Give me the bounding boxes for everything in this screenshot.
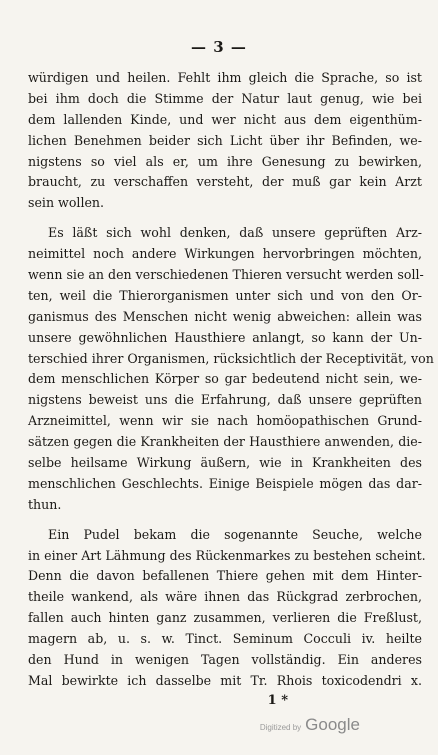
- text-line: Mal bewirkte ich dasselbe mit Tr. Rhois toxicodendri x.: [28, 672, 422, 688]
- text-line: menschlichen Geschlechts. Einige Beispiele mögen das dar-: [28, 475, 422, 491]
- text-line: unsere gewöhnlichen Hausthiere anlangt, so kann der Un-: [28, 329, 422, 345]
- text-line: selbe heilsame Wirkung äußern, wie in Krankheiten des: [28, 455, 422, 471]
- text-line: Ein Pudel bekam die sogenannte Seuche, welche: [48, 526, 422, 542]
- page-number: — 3 —: [191, 38, 247, 56]
- text-line: dem lallenden Kinde, und wer nicht aus dem eigenthüm-: [28, 111, 422, 127]
- text-line: sätzen gegen die Krankheiten der Hausthiere anwenden, die-: [28, 434, 422, 450]
- watermark-prefix: Digitized by: [259, 723, 302, 732]
- text-line: wenn sie an den verschiedenen Thieren versucht werden soll-: [28, 267, 424, 283]
- text-line: Arzneimittel, wenn wir sie nach homöopathischen Grund-: [28, 413, 422, 429]
- digitization-watermark: [260, 715, 360, 735]
- text-line: Denn die davon befallenen Thiere gehen mit dem Hinter-: [28, 568, 422, 584]
- text-line: ganismus des Menschen nicht wenig abweichen: allein was: [28, 308, 422, 324]
- watermark-brand: Google: [305, 715, 360, 734]
- text-line: dem menschlichen Körper so gar bedeutend nicht sein, we-: [28, 371, 422, 387]
- text-line: fallen auch hinten ganz zusammen, verlieren die Freßlust,: [28, 610, 422, 626]
- text-line: nigstens beweist uns die Erfahrung, daß unsere geprüften: [28, 392, 422, 408]
- text-line: bei ihm doch die Stimme der Natur laut genug, wie bei: [28, 90, 422, 106]
- text-line: neimittel noch andere Wirkungen hervorbringen möchten,: [28, 246, 422, 262]
- text-line: nigstens so viel als er, um ihre Genesung zu bewirken,: [28, 153, 422, 169]
- text-line: lichen Benehmen beider sich Licht über ihr Befinden, we-: [28, 132, 422, 148]
- text-line: braucht, zu verschaffen versteht, der muß gar kein Arzt: [28, 174, 422, 190]
- body-text: [28, 68, 434, 692]
- text-line: theile wankend, als wäre ihnen das Rückgrad zerbrochen,: [28, 589, 422, 605]
- text-line: ten, weil die Thierorganismen unter sich und von den Or-: [28, 287, 422, 303]
- text-line: den Hund in wenigen Tagen vollständig. Ein anderes: [28, 652, 422, 668]
- text-line: in einer Art Lähmung des Rückenmarkes zu bestehen scheint.: [28, 547, 426, 563]
- paragraph: [28, 525, 426, 692]
- text-line: Es läßt sich wohl denken, daß unsere geprüften Arz-: [48, 225, 422, 241]
- paragraph: [28, 68, 422, 214]
- text-line: magern ab, u. s. w. Tinct. Seminum Cocculi iv. heilte: [28, 631, 422, 647]
- signature-mark: 1 *: [267, 693, 288, 708]
- text-line: würdigen und heilen. Fehlt ihm gleich die Sprache, so ist: [28, 70, 422, 85]
- text-line: sein wollen.: [28, 195, 105, 211]
- text-line: thun.: [28, 496, 62, 512]
- text-line: terschied ihrer Organismen, rücksichtlich der Receptivität, von: [28, 350, 434, 366]
- paragraph: [28, 223, 434, 515]
